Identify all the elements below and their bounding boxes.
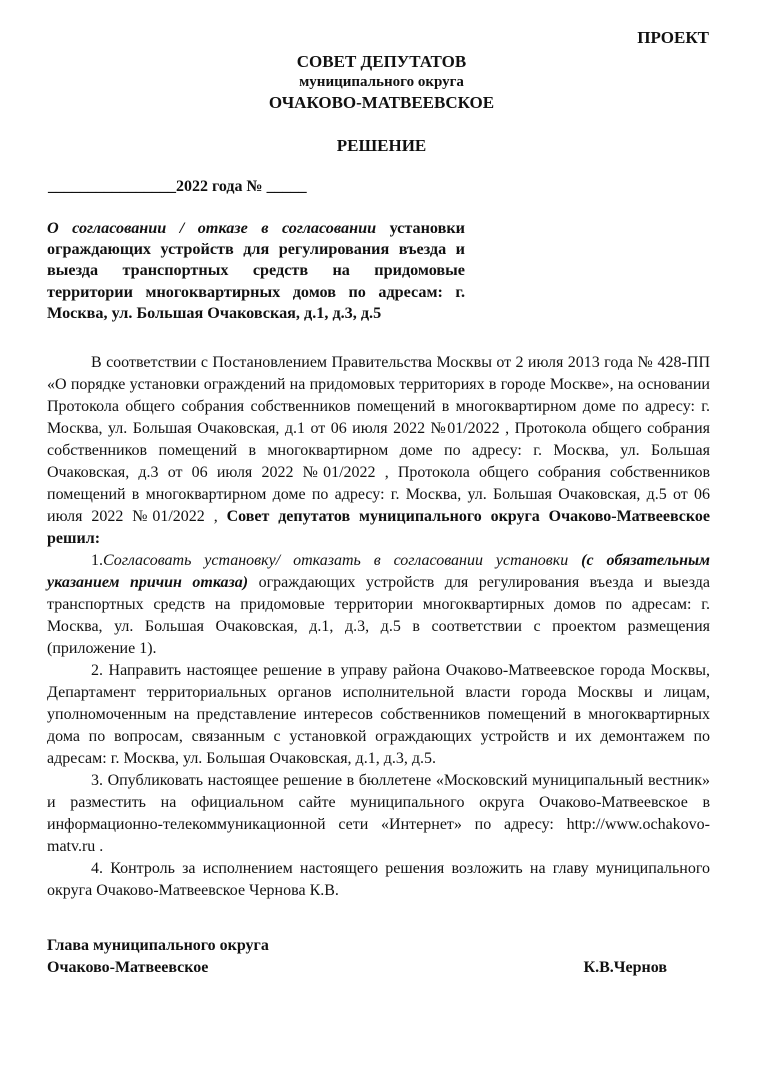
item-2: 2. Направить настоящее решение в управу района Очаково-Матвеевское города Москвы, Департамент территориальных органов исполнительной власти города Москвы и лицам, уполномоченным на представление интересов собственников помещений в многоквартирных дома по вопросам, связанным с установкой ограждающих устройств и их демонтажем по адресам: г. Москва, ул. Большая Очаковская, д.1, д.3, д.5. <box>47 662 710 767</box>
preamble-text: В соответствии с Постановлением Правительства Москвы от 2 июля 2013 года № 428-ПП «О порядке установки ограждений на придомовых территориях в городе Москве», на основании Протокола общего собрания собственников помещений в многоквартирном доме по адресу: г. Москва, ул. Большая Очаковская, д.1 от 06 июля 2022 №01/2022 , Протокола общего собрания собственников помещений в многоквартирном доме по адресу: г. Москва, ул. Большая Очаковская, д.3 от 06 июля 2022 №01/2022 , Протокола общего собрания собственников помещений в многоквартирном доме по адресу: г. Москва, ул. Большая Очаковская, д.5 от 06 июля 2022 №01/2022 , <box>47 354 710 525</box>
item-3: 3. Опубликовать настоящее решение в бюллетене «Московский муниципальный вестник» и разместить на официальном сайте муниципального округа Очаково-Матвеевское в информационно-телекоммуникационной сети «Интернет» по адресу: http://www.ochakovo-matv.ru . <box>47 772 710 855</box>
item-4: 4. Контроль за исполнением настоящего решения возложить на главу муниципального округа Очаково-Матвеевское Чернова К.В. <box>47 860 710 899</box>
signature-row <box>47 957 667 979</box>
item-1 <box>47 550 710 660</box>
preamble-resolution: Совет депутатов муниципального округа Очаково-Матвеевское решил: <box>47 508 711 547</box>
council-title: СОВЕТ ДЕПУТАТОВ <box>296 52 467 71</box>
subject-rest: установки ограждающих устройств для регулирования въезда и выезда транспортных средств на придомовые территории многоквартирных домов по адресам: г. Москва, ул. Большая Очаковская, д.1, д.3, д.5 <box>47 219 465 322</box>
signature-title-2: Очаково-Матвеевское <box>47 959 209 976</box>
item-1-italic: Согласовать установку/ отказать в согласовании установки <box>103 552 569 569</box>
draft-stamp: ПРОЕКТ <box>637 28 709 47</box>
signature-title-1: Глава муниципального округа <box>47 937 269 954</box>
district-name: ОЧАКОВО-МАТВЕЕВСКОЕ <box>268 93 495 112</box>
decision-heading: РЕШЕНИЕ <box>336 136 427 155</box>
signature-block <box>47 935 667 979</box>
decision-body <box>47 352 710 902</box>
date-number-line: ________________2022 года № _____ <box>48 178 307 195</box>
subject-italic: О согласовании / отказе в согласовании <box>47 219 377 237</box>
signatory-name: К.В.Чернов <box>583 959 667 976</box>
decision-subject <box>47 218 465 324</box>
item-1-number: 1. <box>91 552 103 569</box>
okrug-subtitle: муниципального округа <box>299 74 464 90</box>
item-1-rest: ограждающих устройств для регулирования въезда и выезда транспортных средств на придомовые территории многоквартирных домов по адресам: г. Москва, ул. Большая Очаковская, д.1, д.3, д.5 в соответствии с проектом размещения (приложение 1). <box>47 574 711 657</box>
preamble-paragraph <box>47 352 710 550</box>
item-1-bold-italic: (с обязательным указанием причин отказа) <box>47 552 711 591</box>
